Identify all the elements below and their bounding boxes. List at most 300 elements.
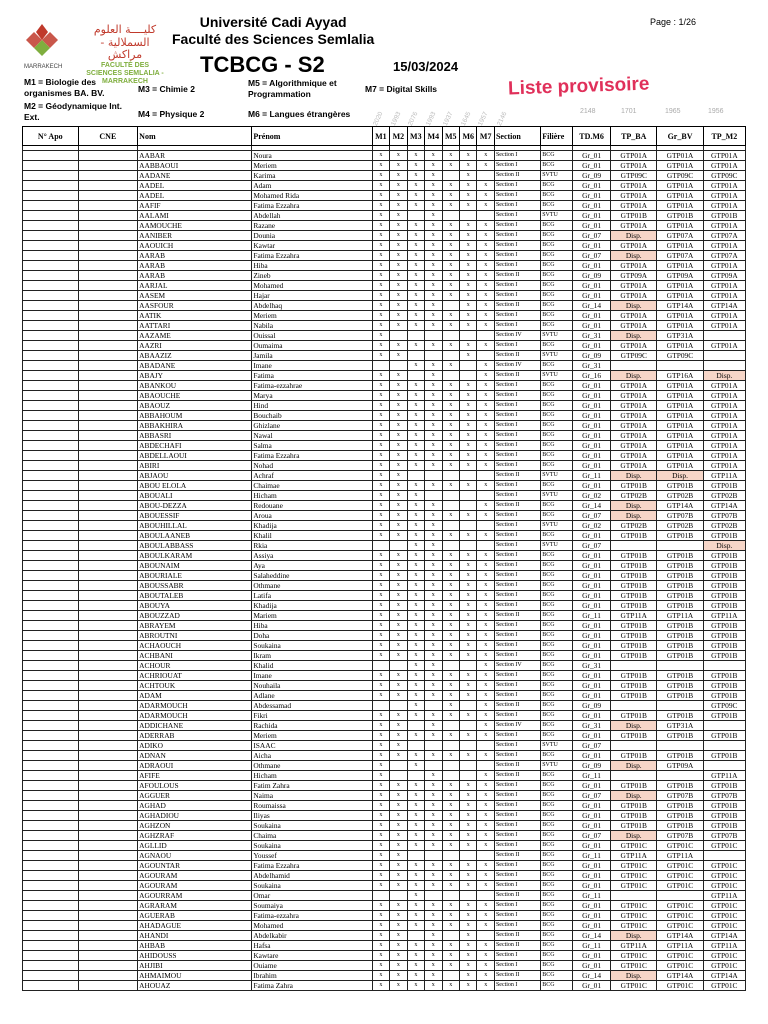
module-mark: x (407, 461, 424, 471)
tp-ba-cell (611, 741, 657, 751)
cne-cell (78, 221, 138, 231)
prenom-cell: Meriem (252, 731, 372, 741)
module-mark: x (390, 751, 407, 761)
module-mark: x (442, 711, 459, 721)
filiere-cell: BCG (541, 861, 573, 871)
apo-cell (23, 361, 79, 371)
prenom-cell: Achraf (252, 471, 372, 481)
module-mark: x (442, 411, 459, 421)
faculty-name: Faculté des Sciences Semlalia (172, 31, 375, 47)
module-mark: x (407, 411, 424, 421)
td-m6-cell: Gr_01 (573, 531, 611, 541)
gr-bv-cell: GTP01B (657, 811, 703, 821)
apo-cell (23, 561, 79, 571)
module-mark (442, 661, 459, 671)
module-m7: M7 = Digital Skills (365, 84, 438, 94)
tp-ba-cell: GTP01B (611, 751, 657, 761)
tp-m2-cell: GTP01A (703, 391, 745, 401)
table-row (23, 201, 746, 211)
module-mark: x (442, 231, 459, 241)
section-cell: Section II (494, 371, 540, 381)
column-header: TP_BA (611, 127, 657, 146)
module-mark: x (460, 231, 477, 241)
tp-m2-cell: GTP01C (703, 871, 745, 881)
gr-bv-cell: GTP11A (657, 941, 703, 951)
apo-cell (23, 581, 79, 591)
module-mark: x (460, 581, 477, 591)
td-m6-cell: Gr_31 (573, 361, 611, 371)
prenom-cell: Fatima Ezzahra (252, 251, 372, 261)
cne-cell (78, 421, 138, 431)
nom-cell: AGRARAM (138, 901, 252, 911)
gr-bv-cell: GTP01C (657, 871, 703, 881)
apo-cell (23, 491, 79, 501)
td-m6-cell: Gr_01 (573, 821, 611, 831)
nom-cell: ABOUESSIF (138, 511, 252, 521)
module-mark (477, 491, 494, 501)
module-mark: x (442, 591, 459, 601)
module-mark: x (407, 311, 424, 321)
module-mark: x (425, 361, 442, 371)
module-mark: x (477, 451, 494, 461)
cne-cell (78, 921, 138, 931)
module-mark (425, 701, 442, 711)
table-row (23, 681, 746, 691)
prenom-cell: Zineb (252, 271, 372, 281)
td-m6-cell: Gr_01 (573, 981, 611, 991)
filiere-cell: BCG (541, 691, 573, 701)
gr-bv-cell: GTP01B (657, 631, 703, 641)
university-header (172, 14, 374, 48)
module-mark: x (460, 291, 477, 301)
cne-cell (78, 901, 138, 911)
module-mark: x (372, 551, 389, 561)
prenom-cell: Ouissal (252, 331, 372, 341)
nom-cell: ABDELLAOUI (138, 451, 252, 461)
module-mark: x (477, 881, 494, 891)
filiere-cell: SVTU (541, 541, 573, 551)
module-mark: x (477, 311, 494, 321)
tp-ba-cell: GTP09C (611, 171, 657, 181)
prenom-cell: Hajar (252, 291, 372, 301)
module-mark: x (372, 571, 389, 581)
module-mark: x (477, 711, 494, 721)
nom-cell: AATTARI (138, 321, 252, 331)
module-mark: x (442, 441, 459, 451)
module-mark: x (477, 691, 494, 701)
module-mark: x (442, 701, 459, 711)
module-mark: x (425, 871, 442, 881)
apo-cell (23, 671, 79, 681)
apo-cell (23, 721, 79, 731)
module-mark: x (460, 241, 477, 251)
module-mark (442, 771, 459, 781)
module-mark: x (407, 531, 424, 541)
module-mark: x (407, 661, 424, 671)
table-row (23, 301, 746, 311)
prenom-cell: Mohamed (252, 281, 372, 291)
module-mark: x (407, 631, 424, 641)
td-m6-cell: Gr_01 (573, 641, 611, 651)
tp-ba-cell (611, 891, 657, 901)
tp-m2-cell: GTP07A (703, 231, 745, 241)
prenom-cell: Ibrahim (252, 971, 372, 981)
module-mark: x (460, 671, 477, 681)
apo-cell (23, 741, 79, 751)
module-mark: x (372, 681, 389, 691)
module-mark: x (425, 801, 442, 811)
tp-ba-cell: GTP01B (611, 731, 657, 741)
module-mark: x (425, 711, 442, 721)
module-mark (407, 211, 424, 221)
gr-bv-cell: GTP07A (657, 251, 703, 261)
group-count: 1956 (708, 108, 724, 115)
apo-cell (23, 881, 79, 891)
module-count: 1957 (477, 110, 490, 127)
filiere-cell: BCG (541, 591, 573, 601)
tp-m2-cell (703, 851, 745, 861)
module-mark (407, 931, 424, 941)
module-mark: x (407, 951, 424, 961)
table-row (23, 611, 746, 621)
nom-cell: AGOURAM (138, 871, 252, 881)
module-mark: x (477, 381, 494, 391)
module-mark: x (477, 531, 494, 541)
module-mark: x (460, 191, 477, 201)
nom-cell: AGHZON (138, 821, 252, 831)
nom-cell: ACHAOUCH (138, 641, 252, 651)
tp-m2-cell: GTP01B (703, 811, 745, 821)
module-mark: x (442, 261, 459, 271)
tp-m2-cell: GTP01B (703, 711, 745, 721)
filiere-cell: BCG (541, 791, 573, 801)
section-cell: Section I (494, 961, 540, 971)
module-mark: x (407, 151, 424, 161)
section-cell: Section I (494, 491, 540, 501)
tp-m2-cell: GTP01B (703, 641, 745, 651)
module-mark: x (477, 231, 494, 241)
gr-bv-cell: GTP01B (657, 801, 703, 811)
nom-cell: AAFIF (138, 201, 252, 211)
table-row (23, 951, 746, 961)
tp-ba-cell (611, 771, 657, 781)
tp-m2-cell: GTP01B (703, 551, 745, 561)
module-mark: x (390, 801, 407, 811)
section-cell: Section I (494, 841, 540, 851)
tp-m2-cell (703, 331, 745, 341)
module-mark: x (442, 221, 459, 231)
module-mark (460, 741, 477, 751)
prenom-cell: Hind (252, 401, 372, 411)
module-mark: x (407, 841, 424, 851)
module-mark: x (390, 381, 407, 391)
td-m6-cell: Gr_07 (573, 231, 611, 241)
module-mark: x (460, 951, 477, 961)
tp-m2-cell: GTP01A (703, 311, 745, 321)
filiere-cell: BCG (541, 571, 573, 581)
tp-m2-cell: GTP02B (703, 491, 745, 501)
module-mark: x (425, 231, 442, 241)
filiere-cell: BCG (541, 311, 573, 321)
gr-bv-cell: GTP09A (657, 271, 703, 281)
cne-cell (78, 761, 138, 771)
cne-cell (78, 611, 138, 621)
prenom-cell: Fatima (252, 371, 372, 381)
module-mark: x (477, 391, 494, 401)
filiere-cell: BCG (541, 701, 573, 711)
apo-cell (23, 351, 79, 361)
tp-ba-cell: GTP01A (611, 381, 657, 391)
prenom-cell: Naima (252, 791, 372, 801)
apo-cell (23, 251, 79, 261)
apo-cell (23, 841, 79, 851)
module-mark: x (442, 751, 459, 761)
nom-cell: AHJIBI (138, 961, 252, 971)
tp-ba-cell: GTP02B (611, 491, 657, 501)
module-mark: x (407, 181, 424, 191)
section-cell: Section I (494, 711, 540, 721)
cne-cell (78, 521, 138, 531)
module-mark: x (442, 391, 459, 401)
module-mark (477, 741, 494, 751)
gr-bv-cell: GTP01A (657, 401, 703, 411)
module-mark: x (425, 881, 442, 891)
module-mark: x (390, 501, 407, 511)
column-header: Gr_BV (657, 127, 703, 146)
module-mark: x (390, 201, 407, 211)
table-row (23, 451, 746, 461)
section-cell: Section I (494, 651, 540, 661)
td-m6-cell: Gr_01 (573, 571, 611, 581)
module-mark: x (442, 811, 459, 821)
tp-ba-cell: GTP11A (611, 611, 657, 621)
table-row (23, 781, 746, 791)
prenom-cell: Khadija (252, 601, 372, 611)
section-cell: Section IV (494, 331, 540, 341)
prenom-cell: Soumaiya (252, 901, 372, 911)
module-mark: x (425, 511, 442, 521)
module-mark: x (477, 421, 494, 431)
gr-bv-cell: GTP01C (657, 911, 703, 921)
gr-bv-cell: GTP07B (657, 511, 703, 521)
module-mark: x (477, 861, 494, 871)
module-mark: x (390, 871, 407, 881)
section-cell: Section I (494, 461, 540, 471)
cne-cell (78, 951, 138, 961)
module-mark (390, 541, 407, 551)
section-cell: Section I (494, 181, 540, 191)
apo-cell (23, 911, 79, 921)
module-mark: x (390, 271, 407, 281)
tp-m2-cell: GTP01A (703, 441, 745, 451)
module-count: 2020 (372, 110, 385, 127)
module-mark: x (425, 601, 442, 611)
module-mark: x (460, 911, 477, 921)
nom-cell: AHIDOUSS (138, 951, 252, 961)
module-mark: x (372, 201, 389, 211)
tp-m2-cell (703, 361, 745, 371)
module-mark: x (372, 491, 389, 501)
tp-ba-cell: Disp. (611, 331, 657, 341)
module-mark (425, 331, 442, 341)
nom-cell: AHANDI (138, 931, 252, 941)
module-mark: x (477, 981, 494, 991)
section-cell: Section II (494, 971, 540, 981)
table-row (23, 831, 746, 841)
cne-cell (78, 441, 138, 451)
prenom-cell: Imane (252, 671, 372, 681)
module-mark: x (372, 811, 389, 821)
td-m6-cell: Gr_01 (573, 321, 611, 331)
module-mark: x (372, 871, 389, 881)
prenom-cell: Khadija (252, 521, 372, 531)
module-mark: x (390, 981, 407, 991)
module-mark (425, 891, 442, 901)
section-cell: Section I (494, 781, 540, 791)
module-mark (390, 761, 407, 771)
module-mark: x (477, 511, 494, 521)
module-mark: x (407, 671, 424, 681)
td-m6-cell: Gr_01 (573, 461, 611, 471)
filiere-cell: BCG (541, 711, 573, 721)
module-mark: x (477, 441, 494, 451)
table-row (23, 271, 746, 281)
td-m6-cell: Gr_01 (573, 871, 611, 881)
module-mark (372, 891, 389, 901)
prenom-cell: Ouiame (252, 961, 372, 971)
filiere-cell: BCG (541, 531, 573, 541)
tp-m2-cell: GTP01B (703, 601, 745, 611)
module-mark: x (390, 311, 407, 321)
table-row (23, 351, 746, 361)
filiere-cell: BCG (541, 581, 573, 591)
nom-cell: AGOUNTAR (138, 861, 252, 871)
gr-bv-cell: GTP01A (657, 411, 703, 421)
cne-cell (78, 541, 138, 551)
filiere-cell: BCG (541, 801, 573, 811)
module-mark: x (442, 881, 459, 891)
module-mark: x (460, 861, 477, 871)
table-row (23, 421, 746, 431)
prenom-cell: Fatima Ezzahra (252, 201, 372, 211)
section-cell: Section I (494, 451, 540, 461)
module-mark: x (425, 771, 442, 781)
module-mark: x (425, 171, 442, 181)
module-mark: x (477, 701, 494, 711)
tp-ba-cell: GTP01B (611, 581, 657, 591)
module-mark: x (425, 631, 442, 641)
cne-cell (78, 551, 138, 561)
module-mark: x (372, 761, 389, 771)
section-cell: Section I (494, 581, 540, 591)
gr-bv-cell: GTP01A (657, 441, 703, 451)
module-mark: x (477, 641, 494, 651)
section-cell: Section I (494, 921, 540, 931)
table-row (23, 411, 746, 421)
section-cell: Section I (494, 411, 540, 421)
module-mark: x (407, 831, 424, 841)
module-count: 2076 (407, 110, 420, 127)
section-cell: Section II (494, 351, 540, 361)
td-m6-cell: Gr_01 (573, 591, 611, 601)
module-mark: x (460, 811, 477, 821)
module-mark: x (460, 621, 477, 631)
table-row (23, 711, 746, 721)
table-row (23, 521, 746, 531)
filiere-cell: BCG (541, 811, 573, 821)
apo-cell (23, 731, 79, 741)
module-mark: x (372, 431, 389, 441)
cne-cell (78, 251, 138, 261)
nom-cell: AGLLID (138, 841, 252, 851)
module-mark: x (372, 881, 389, 891)
gr-bv-cell: GTP14A (657, 501, 703, 511)
section-cell: Section IV (494, 661, 540, 671)
cne-cell (78, 501, 138, 511)
section-cell: Section I (494, 911, 540, 921)
td-m6-cell: Gr_14 (573, 301, 611, 311)
module-mark: x (460, 731, 477, 741)
tp-ba-cell: GTP01A (611, 161, 657, 171)
td-m6-cell: Gr_01 (573, 201, 611, 211)
module-mark (477, 541, 494, 551)
td-m6-cell: Gr_14 (573, 931, 611, 941)
table-row (23, 591, 746, 601)
gr-bv-cell: GTP01B (657, 531, 703, 541)
cne-cell (78, 171, 138, 181)
section-cell: Section II (494, 851, 540, 861)
tp-m2-cell: GTP01A (703, 151, 745, 161)
module-mark: x (442, 901, 459, 911)
td-m6-cell: Gr_01 (573, 211, 611, 221)
gr-bv-cell: GTP01A (657, 221, 703, 231)
module-mark: x (460, 531, 477, 541)
table-row (23, 361, 746, 371)
column-header: TP_M2 (703, 127, 745, 146)
module-mark: x (372, 591, 389, 601)
module-mark: x (460, 161, 477, 171)
gr-bv-cell: GTP01B (657, 591, 703, 601)
prenom-cell: Mohamed (252, 921, 372, 931)
td-m6-cell: Gr_31 (573, 721, 611, 731)
nom-cell: ABAOUZ (138, 401, 252, 411)
filiere-cell: BCG (541, 401, 573, 411)
td-m6-cell: Gr_01 (573, 801, 611, 811)
prenom-cell: Kawtar (252, 241, 372, 251)
tp-ba-cell: GTP01A (611, 411, 657, 421)
table-row (23, 741, 746, 751)
prenom-cell: Soukaina (252, 641, 372, 651)
module-mark: x (372, 931, 389, 941)
tp-ba-cell: GTP01C (611, 911, 657, 921)
module-mark: x (390, 481, 407, 491)
td-m6-cell: Gr_01 (573, 881, 611, 891)
module-mark: x (372, 191, 389, 201)
module-mark: x (425, 501, 442, 511)
module-mark: x (460, 511, 477, 521)
section-cell: Section I (494, 391, 540, 401)
td-m6-cell: Gr_01 (573, 651, 611, 661)
module-mark: x (460, 961, 477, 971)
module-mark (442, 851, 459, 861)
prenom-cell: Abdessamad (252, 701, 372, 711)
module-m2: M2 = Géodynamique Int. Ext. (24, 101, 123, 122)
module-m5: M5 = Algorithmique et Programmation (248, 78, 337, 99)
prenom-cell: Mohamed Rida (252, 191, 372, 201)
module-mark: x (425, 221, 442, 231)
module-mark: x (372, 791, 389, 801)
tp-ba-cell: GTP01A (611, 391, 657, 401)
